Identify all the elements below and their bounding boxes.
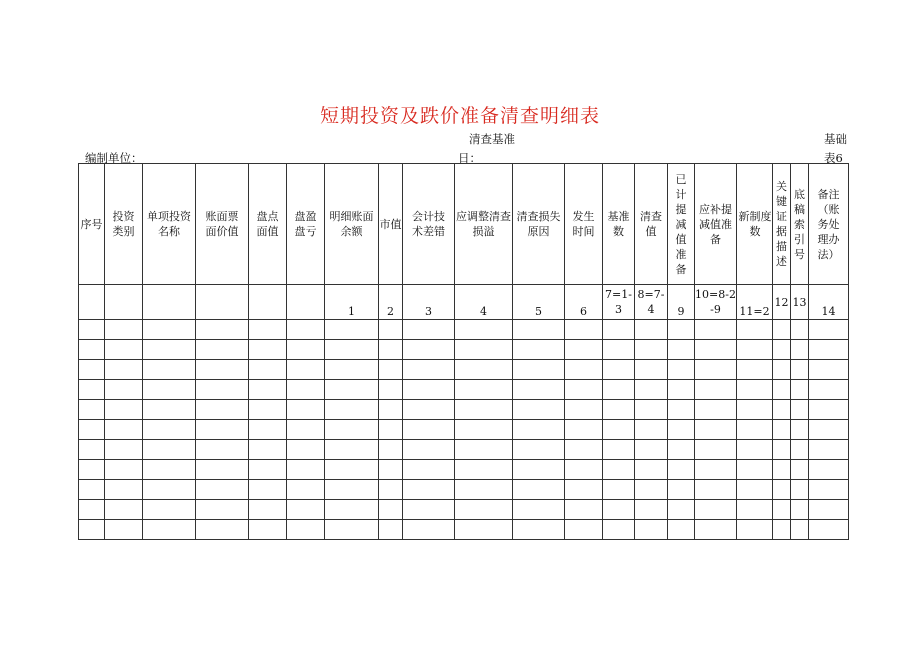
table-cell[interactable] (809, 380, 849, 400)
table-cell[interactable] (565, 320, 603, 340)
col-header: 底稿索引号 (791, 164, 809, 285)
col-number (105, 285, 143, 320)
table-cell[interactable] (325, 420, 379, 440)
table-cell[interactable] (379, 320, 403, 340)
table-cell[interactable] (565, 360, 603, 380)
table-cell[interactable] (809, 460, 849, 480)
table-cell[interactable] (105, 500, 143, 520)
table-cell[interactable] (105, 520, 143, 540)
table-cell[interactable] (603, 460, 635, 480)
col-number: 3 (403, 285, 455, 320)
table-cell[interactable] (737, 500, 773, 520)
table-cell[interactable] (287, 340, 325, 360)
table-cell[interactable] (325, 360, 379, 380)
table-cell[interactable] (695, 360, 737, 380)
table-cell[interactable] (249, 400, 287, 420)
table-cell[interactable] (513, 320, 565, 340)
col-header: 新制度数 (737, 164, 773, 285)
table-cell[interactable] (603, 440, 635, 460)
table-cell[interactable] (668, 340, 695, 360)
col-number: 14 (809, 285, 849, 320)
col-header: 清查损失原因 (513, 164, 565, 285)
table-cell[interactable] (379, 440, 403, 460)
table-cell[interactable] (513, 420, 565, 440)
col-number (249, 285, 287, 320)
table-cell[interactable] (565, 480, 603, 500)
table-cell[interactable] (196, 340, 249, 360)
table-cell[interactable] (105, 460, 143, 480)
table-cell[interactable] (249, 320, 287, 340)
table-row (79, 400, 849, 420)
col-number: 11=2 (737, 285, 773, 320)
table-cell[interactable] (773, 500, 791, 520)
table-cell[interactable] (668, 360, 695, 380)
unit-label: 编制单位： (85, 151, 143, 165)
table-cell[interactable] (403, 480, 455, 500)
table-cell[interactable] (635, 440, 668, 460)
table-cell[interactable] (287, 380, 325, 400)
table-row (79, 380, 849, 400)
table-cell[interactable] (737, 360, 773, 380)
table-cell[interactable] (809, 420, 849, 440)
table-cell[interactable] (379, 360, 403, 380)
table-cell[interactable] (325, 500, 379, 520)
basis-label: 基础 (824, 132, 847, 146)
col-number: 7=1-3 (603, 285, 635, 320)
table-cell[interactable] (455, 500, 513, 520)
table-cell[interactable] (325, 340, 379, 360)
table-cell[interactable] (143, 420, 196, 440)
col-header: 应调整清查损溢 (455, 164, 513, 285)
table-cell[interactable] (791, 380, 809, 400)
col-number: 2 (379, 285, 403, 320)
table-cell[interactable] (603, 380, 635, 400)
table-cell[interactable] (513, 520, 565, 540)
table-cell[interactable] (287, 520, 325, 540)
table-cell[interactable] (603, 520, 635, 540)
table-row (79, 440, 849, 460)
table-cell[interactable] (249, 380, 287, 400)
col-number: 13 (791, 285, 809, 320)
table-cell[interactable] (695, 420, 737, 440)
table-cell[interactable] (325, 380, 379, 400)
table-cell[interactable] (79, 480, 105, 500)
col-header: 投资类别 (105, 164, 143, 285)
table-cell[interactable] (809, 340, 849, 360)
table-cell[interactable] (809, 440, 849, 460)
table-cell[interactable] (105, 440, 143, 460)
table-row (79, 320, 849, 340)
col-header: 明细账面余额 (325, 164, 379, 285)
table-cell[interactable] (635, 340, 668, 360)
table-cell[interactable] (105, 480, 143, 500)
table-cell[interactable] (379, 400, 403, 420)
table-cell[interactable] (143, 340, 196, 360)
detail-table (78, 163, 849, 540)
table-cell[interactable] (287, 500, 325, 520)
table-cell[interactable] (791, 500, 809, 520)
table-cell[interactable] (791, 440, 809, 460)
table-cell[interactable] (668, 480, 695, 500)
table-cell[interactable] (325, 480, 379, 500)
table-cell[interactable] (287, 480, 325, 500)
table-cell[interactable] (105, 340, 143, 360)
table-cell[interactable] (809, 400, 849, 420)
table-cell[interactable] (79, 360, 105, 380)
table-cell[interactable] (79, 440, 105, 460)
table-cell[interactable] (603, 420, 635, 440)
table-cell[interactable] (403, 400, 455, 420)
table-cell[interactable] (635, 420, 668, 440)
col-number: 9 (668, 285, 695, 320)
table-cell[interactable] (455, 440, 513, 460)
table-cell[interactable] (455, 420, 513, 440)
table-cell[interactable] (379, 380, 403, 400)
table-cell[interactable] (249, 360, 287, 380)
table-cell[interactable] (196, 500, 249, 520)
table-cell[interactable] (737, 460, 773, 480)
table-row (79, 360, 849, 380)
table-cell[interactable] (287, 320, 325, 340)
col-number: 4 (455, 285, 513, 320)
table-cell[interactable] (287, 360, 325, 380)
table-cell[interactable] (379, 460, 403, 480)
table-cell[interactable] (737, 320, 773, 340)
col-header: 基准数 (603, 164, 635, 285)
table-cell[interactable] (143, 460, 196, 480)
table-cell[interactable] (249, 460, 287, 480)
table-cell[interactable] (513, 340, 565, 360)
table-cell[interactable] (249, 480, 287, 500)
table-cell[interactable] (287, 440, 325, 460)
table-cell[interactable] (695, 400, 737, 420)
table-cell[interactable] (791, 400, 809, 420)
table-cell[interactable] (668, 500, 695, 520)
table-cell[interactable] (403, 520, 455, 540)
table-cell[interactable] (695, 480, 737, 500)
table-cell[interactable] (737, 400, 773, 420)
col-header: 市值 (379, 164, 403, 285)
table-cell[interactable] (403, 500, 455, 520)
table-cell[interactable] (79, 340, 105, 360)
table-cell[interactable] (249, 440, 287, 460)
table-cell[interactable] (809, 520, 849, 540)
col-number: 10=8-2-9 (695, 285, 737, 320)
table-cell[interactable] (603, 400, 635, 420)
table-cell[interactable] (379, 500, 403, 520)
header-row (79, 164, 849, 285)
table-cell[interactable] (668, 400, 695, 420)
table-row (79, 460, 849, 480)
table-cell[interactable] (196, 400, 249, 420)
col-number (196, 285, 249, 320)
table-cell[interactable] (773, 340, 791, 360)
col-header: 备注（账务处理办法） (809, 164, 849, 285)
table-cell[interactable] (105, 320, 143, 340)
table-cell[interactable] (196, 420, 249, 440)
table-cell[interactable] (105, 400, 143, 420)
table-cell[interactable] (79, 500, 105, 520)
table-cell[interactable] (513, 460, 565, 480)
table-cell[interactable] (513, 480, 565, 500)
table-cell[interactable] (773, 360, 791, 380)
table-row (79, 420, 849, 440)
col-number: 1 (325, 285, 379, 320)
table-cell[interactable] (668, 520, 695, 540)
table-cell[interactable] (565, 460, 603, 480)
table-cell[interactable] (773, 480, 791, 500)
col-header: 应补提减值准备 (695, 164, 737, 285)
table-cell[interactable] (249, 520, 287, 540)
col-header: 账面票面价值 (196, 164, 249, 285)
clearing-standard-label: 清查基准 (469, 132, 515, 146)
table-cell[interactable] (287, 420, 325, 440)
table-cell[interactable] (635, 380, 668, 400)
col-number (287, 285, 325, 320)
table-cell[interactable] (403, 320, 455, 340)
table-cell[interactable] (668, 380, 695, 400)
table-cell[interactable] (403, 440, 455, 460)
table-cell[interactable] (143, 320, 196, 340)
table-cell[interactable] (635, 500, 668, 520)
table-cell[interactable] (668, 440, 695, 460)
col-header: 序号 (79, 164, 105, 285)
table-cell[interactable] (695, 380, 737, 400)
col-number (79, 285, 105, 320)
table-cell[interactable] (403, 340, 455, 360)
table-cell[interactable] (668, 420, 695, 440)
table-cell[interactable] (513, 380, 565, 400)
table-cell[interactable] (668, 320, 695, 340)
table-cell[interactable] (196, 520, 249, 540)
table-cell[interactable] (603, 360, 635, 380)
table-cell[interactable] (565, 520, 603, 540)
table-cell[interactable] (287, 400, 325, 420)
table-cell[interactable] (635, 320, 668, 340)
table-cell[interactable] (695, 520, 737, 540)
table-cell[interactable] (635, 360, 668, 380)
col-number: 5 (513, 285, 565, 320)
table-cell[interactable] (635, 480, 668, 500)
table-cell[interactable] (737, 420, 773, 440)
table-cell[interactable] (773, 520, 791, 540)
table-cell[interactable] (79, 380, 105, 400)
table-cell[interactable] (143, 480, 196, 500)
table-cell[interactable] (695, 460, 737, 480)
table-cell[interactable] (809, 360, 849, 380)
table-cell[interactable] (105, 360, 143, 380)
table-cell[interactable] (379, 340, 403, 360)
table-cell[interactable] (791, 520, 809, 540)
col-header: 关键证据描述 (773, 164, 791, 285)
table-row (79, 520, 849, 540)
table-cell[interactable] (79, 520, 105, 540)
table-cell[interactable] (79, 320, 105, 340)
table-cell[interactable] (196, 440, 249, 460)
table-cell[interactable] (791, 420, 809, 440)
table-cell[interactable] (603, 500, 635, 520)
table-cell[interactable] (196, 460, 249, 480)
table-cell[interactable] (791, 480, 809, 500)
table-cell[interactable] (379, 420, 403, 440)
table-cell[interactable] (791, 340, 809, 360)
col-header: 发生时间 (565, 164, 603, 285)
table-cell[interactable] (513, 360, 565, 380)
table-cell[interactable] (249, 340, 287, 360)
table-cell[interactable] (455, 340, 513, 360)
table-cell[interactable] (603, 480, 635, 500)
table-cell[interactable] (513, 500, 565, 520)
table-cell[interactable] (773, 320, 791, 340)
table-cell[interactable] (565, 340, 603, 360)
col-header: 单项投资名称 (143, 164, 196, 285)
table-cell[interactable] (809, 500, 849, 520)
col-header: 盘点面值 (249, 164, 287, 285)
table-cell[interactable] (105, 420, 143, 440)
col-number (143, 285, 196, 320)
table-cell[interactable] (773, 460, 791, 480)
table-cell[interactable] (455, 360, 513, 380)
table-cell[interactable] (196, 480, 249, 500)
table-cell[interactable] (565, 420, 603, 440)
table-row (79, 480, 849, 500)
table-row (79, 500, 849, 520)
table-cell[interactable] (773, 400, 791, 420)
table-cell[interactable] (403, 420, 455, 440)
col-header: 已计提减值准备 (668, 164, 695, 285)
table-cell[interactable] (695, 440, 737, 460)
table-cell[interactable] (403, 360, 455, 380)
table-cell[interactable] (565, 440, 603, 460)
table-cell[interactable] (196, 380, 249, 400)
table-cell[interactable] (325, 400, 379, 420)
table-cell[interactable] (791, 360, 809, 380)
table-cell[interactable] (379, 480, 403, 500)
page-title: 短期投资及跌价准备清查明细表 (319, 105, 600, 127)
table-cell[interactable] (403, 460, 455, 480)
table-cell[interactable] (737, 520, 773, 540)
table-row (79, 340, 849, 360)
table-cell[interactable] (325, 520, 379, 540)
table-cell[interactable] (79, 400, 105, 420)
table-cell[interactable] (737, 340, 773, 360)
col-header: 盘盈盘亏 (287, 164, 325, 285)
col-number: 6 (565, 285, 603, 320)
table-cell[interactable] (325, 460, 379, 480)
table-cell[interactable] (143, 380, 196, 400)
table-cell[interactable] (455, 480, 513, 500)
table-cell[interactable] (635, 520, 668, 540)
table-cell[interactable] (513, 400, 565, 420)
table-cell[interactable] (79, 420, 105, 440)
table-cell[interactable] (403, 380, 455, 400)
table-cell[interactable] (565, 380, 603, 400)
table-cell[interactable] (249, 420, 287, 440)
table-cell[interactable] (737, 380, 773, 400)
table-cell[interactable] (325, 320, 379, 340)
table-cell[interactable] (79, 460, 105, 480)
table-cell[interactable] (455, 380, 513, 400)
table-cell[interactable] (809, 320, 849, 340)
number-row (79, 285, 849, 320)
sheet-number: 表6 (824, 151, 843, 165)
table-cell[interactable] (737, 480, 773, 500)
date-label: 日： (458, 151, 481, 165)
col-number: 8=7-4 (635, 285, 668, 320)
col-header: 会计技术差错 (403, 164, 455, 285)
table-cell[interactable] (143, 520, 196, 540)
table-cell[interactable] (635, 400, 668, 420)
table-cell[interactable] (773, 440, 791, 460)
table-cell[interactable] (455, 460, 513, 480)
col-header: 清查值 (635, 164, 668, 285)
table-cell[interactable] (695, 320, 737, 340)
table-cell[interactable] (737, 440, 773, 460)
col-number: 12 (773, 285, 791, 320)
table-cell[interactable] (379, 520, 403, 540)
table-cell[interactable] (455, 320, 513, 340)
table-cell[interactable] (791, 460, 809, 480)
table-cell[interactable] (695, 340, 737, 360)
table-cell[interactable] (668, 460, 695, 480)
table-cell[interactable] (565, 400, 603, 420)
table-cell[interactable] (773, 380, 791, 400)
table-cell[interactable] (196, 360, 249, 380)
table-cell[interactable] (695, 500, 737, 520)
table-cell[interactable] (773, 420, 791, 440)
table-cell[interactable] (143, 440, 196, 460)
table-cell[interactable] (455, 520, 513, 540)
table-cell[interactable] (809, 480, 849, 500)
table-cell[interactable] (513, 440, 565, 460)
table-cell[interactable] (143, 360, 196, 380)
table-cell[interactable] (196, 320, 249, 340)
table-cell[interactable] (565, 500, 603, 520)
table-cell[interactable] (603, 340, 635, 360)
table-cell[interactable] (249, 500, 287, 520)
table-cell[interactable] (143, 400, 196, 420)
table-cell[interactable] (791, 320, 809, 340)
table-cell[interactable] (455, 400, 513, 420)
table-cell[interactable] (603, 320, 635, 340)
table-cell[interactable] (143, 500, 196, 520)
table-cell[interactable] (325, 440, 379, 460)
table-cell[interactable] (635, 460, 668, 480)
table-cell[interactable] (287, 460, 325, 480)
table-cell[interactable] (105, 380, 143, 400)
